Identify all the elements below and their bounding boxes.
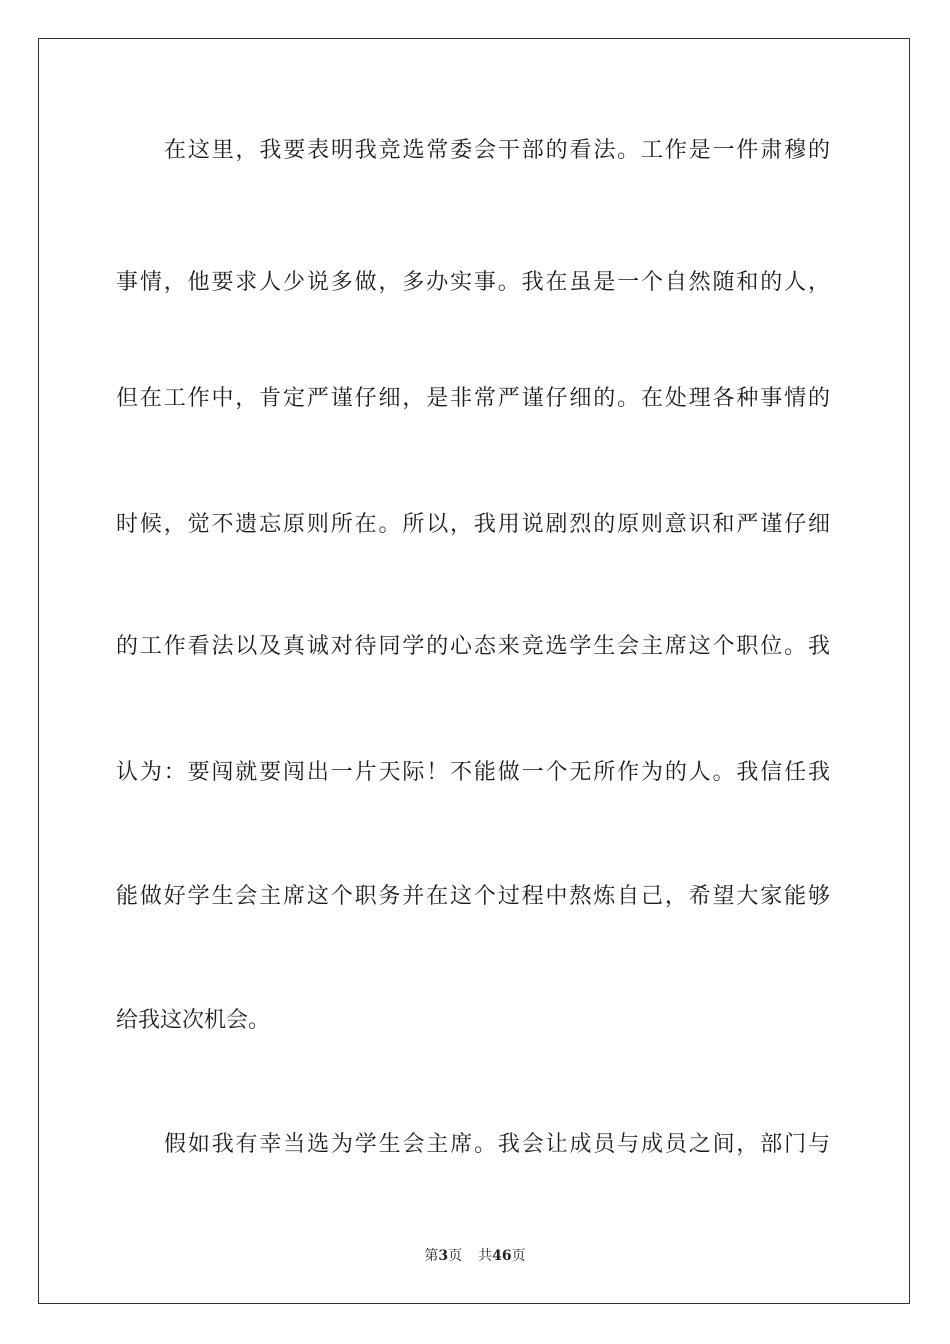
- page-suffix: 页: [448, 1248, 463, 1264]
- paragraph-line: 能做好学生会主席这个职务并在这个过程中熬炼自己，希望大家能够: [116, 884, 830, 909]
- page-border: [38, 38, 910, 1304]
- paragraph-line: 事情，他要求人少说多做，多办实事。我在虽是一个自然随和的人，: [116, 270, 830, 295]
- paragraph-line: 但在工作中，肯定严谨仔细，是非常严谨仔细的。在处理各种事情的: [116, 386, 830, 411]
- total-pages: 46: [492, 1248, 512, 1264]
- paragraph-line: 认为：要闯就要闯出一片天际！不能做一个无所作为的人。我信任我: [116, 760, 830, 785]
- paragraph-line: 的工作看法以及真诚对待同学的心态来竞选学生会主席这个职位。我: [116, 634, 830, 659]
- page-number: 3: [438, 1248, 449, 1264]
- page-footer: [0, 1246, 950, 1266]
- page-prefix: 第: [424, 1248, 439, 1264]
- paragraph-line: 时候，觉不遗忘原则所在。所以，我用说剧烈的原则意识和严谨仔细: [116, 512, 830, 537]
- total-suffix: 页: [511, 1248, 526, 1264]
- total-prefix: 共: [478, 1248, 493, 1264]
- paragraph-line: 假如我有幸当选为学生会主席。我会让成员与成员之间，部门与: [164, 1132, 830, 1157]
- paragraph-line: 在这里，我要表明我竞选常委会干部的看法。工作是一件肃穆的: [164, 138, 830, 163]
- paragraph-line: 给我这次机会。: [116, 1008, 271, 1033]
